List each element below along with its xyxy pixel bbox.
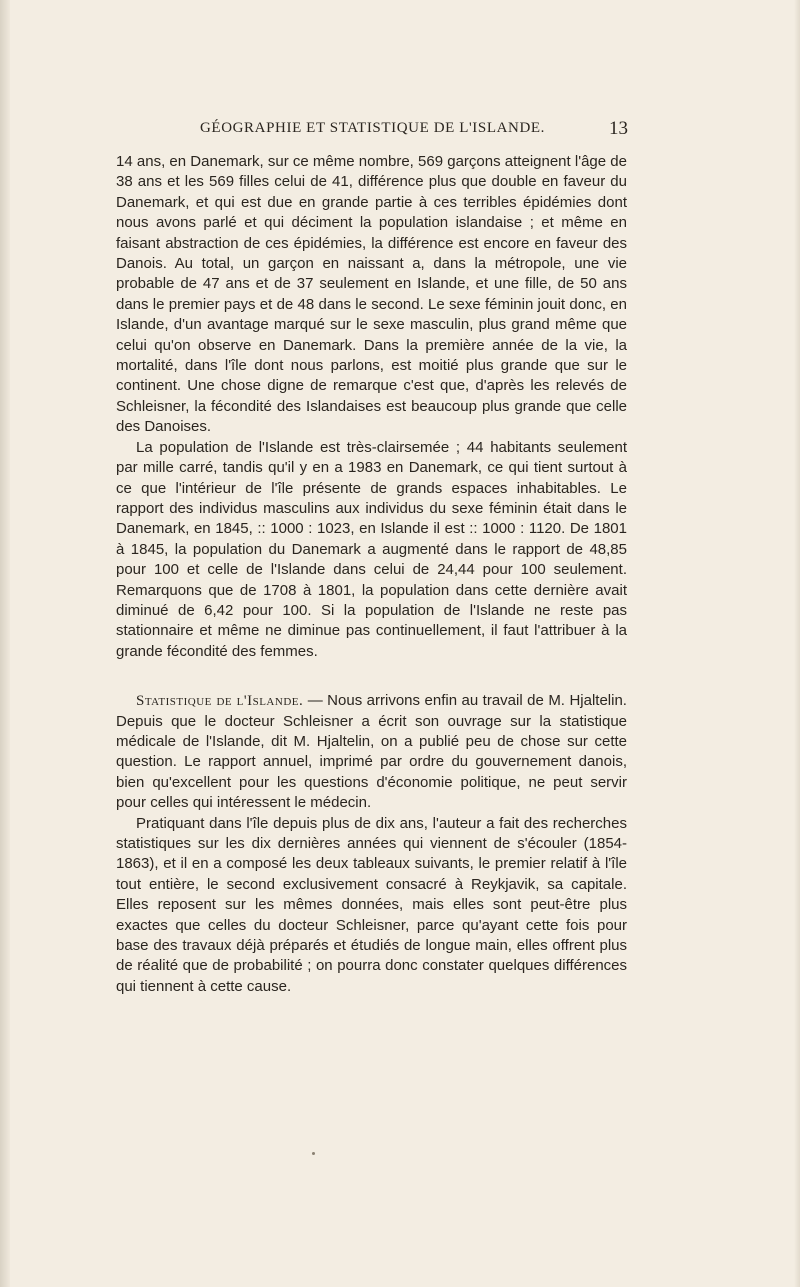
section-spacer: [116, 662, 627, 691]
running-head-title: GÉOGRAPHIE ET STATISTIQUE DE L'ISLANDE.: [200, 120, 546, 136]
section-lead-text: — Nous arrivons enfin au travail de M. Hjaltelin. Depuis que le docteur Schleisner a écrit son ouvrage sur la statistique médicale de l'Islande, dit M. Hjaltelin, on a publié peu de chose sur cette question. Le rapport annuel, imprimé par ordre du gouvernement danois, bien qu'excellent pour les questions d'économie politique, ne peut servir pour celles qui intéressent le médecin.: [116, 692, 627, 812]
paragraph-2: La population de l'Islande est très-clairsemée ; 44 habitants seulement par mille carré, tandis qu'il y en a 1983 en Danemark, ce qui tient surtout à ce que l'intérieur de l'île présente de grands espaces inhabitables. Le rapport des individus masculins aux individus du sexe féminin était dans le Danemark, en 1845, :: 1000 : 1023, en Islande il est :: 1000 : 1120. De 1801 à 1845, la population du Danemark a augmenté dans le rapport de 48,85 pour 100 et celle de l'Islande dans celui de 24,44 pour 100 seulement. Remarquons que de 1708 à 1801, la population dans cette dernière avait diminué de 6,42 pour 100. Si la population de l'Islande ne reste pas stationnaire et même ne diminue pas continuellement, il faut l'attribuer à la grande fécondité des femmes.: [116, 438, 627, 660]
paragraph-1: 14 ans, en Danemark, sur ce même nombre, 569 garçons atteignent l'âge de 38 ans et les 569 filles celui de 41, différence plus que double en faveur du Danemark, et qui est due en grande partie à ces terribles épidémies dont nous avons parlé et qui déciment la population islandaise ; et même en faisant abstraction de ces épidémies, la différence est encore en faveur des Danois. Au total, un garçon en naissant a, dans la métropole, une vie probable de 47 ans et de 37 seulement en Islande, et une fille, de 50 ans dans le premier pays et de 48 dans le second. Le sexe féminin jouit donc, en Islande, d'un avantage marqué sur le sexe masculin, plus grand même que celui qu'on observe en Danemark. Dans la première année de la vie, la mortalité, dans l'île dont nous parlons, est moitié plus grande que sur le continent. Une chose digne de remarque c'est que, d'après les relevés de Schleisner, la fécondité des Islandaises est beaucoup plus grande que celle des Danoises.: [116, 153, 627, 436]
section-paragraph-1: [116, 691, 627, 813]
page-edge-shadow: [794, 0, 800, 1287]
body-text: [116, 152, 627, 997]
section-paragraph-2: Pratiquant dans l'île depuis plus de dix ans, l'auteur a fait des recherches statistiques sur les dix dernières années qui viennent de s'écouler (1854-1863), et il en a composé les deux tableaux suivants, le premier relatif à l'île tout entière, le second exclusivement consacré à Reykjavik, sa capitale. Elles reposent sur les mêmes données, mais elles sont peut-être plus exactes que celles du docteur Schleisner, parce qu'ayant cette fois pour base des travaux déjà préparés et étudiés de longue main, elles offrent plus de réalité que de probabilité ; on pourra donc constater quelques différences qui tiennent à cette cause.: [116, 814, 627, 995]
paper-speck: [312, 1152, 315, 1155]
section-heading: Statistique de l'Islande.: [136, 693, 304, 710]
page-gutter-shadow: [0, 0, 10, 1287]
running-head: [116, 120, 628, 144]
page-number: 13: [609, 118, 628, 139]
